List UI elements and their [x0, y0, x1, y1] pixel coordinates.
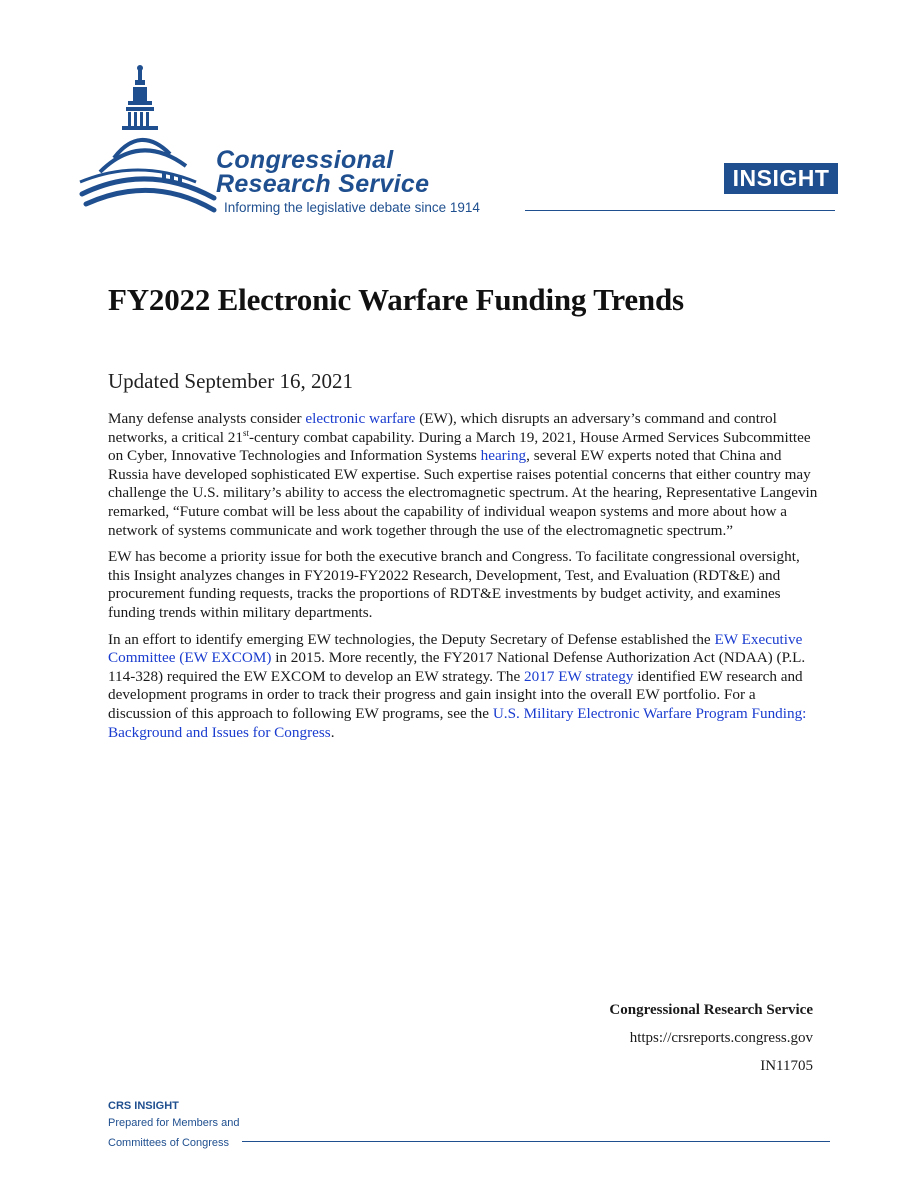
- link-ew-strategy[interactable]: 2017 EW strategy: [524, 667, 634, 685]
- footer-divider: [242, 1141, 830, 1142]
- footer-url: https://crsreports.congress.gov: [629, 1030, 813, 1046]
- org-name-line1: Congressional: [216, 146, 394, 174]
- capitol-dome-icon: [78, 62, 218, 217]
- body-paragraph-2: EW has become a priority issue for both the executive branch and Congress. To facilitate congressional oversight, this Insight analyzes changes in FY2019-FY2022 Research, Development, Test, and Evaluation (RDT&E) and procurement funding requests, tracks the proportions of RDT&E investments by budget activity, and examines funding trends within military departments.: [108, 548, 800, 621]
- body-paragraph-1: [108, 410, 820, 540]
- crs-insight-label: CRS INSIGHT: [108, 1100, 179, 1112]
- footer-citation: [609, 1002, 813, 1086]
- header-divider: [525, 210, 835, 211]
- text-span: -century combat capability. During a March 19, 2021, House Armed Services Subcommittee on Cyber, Innovative Technologies and Information Systems: [108, 428, 811, 465]
- text-span: Many defense analysts consider: [108, 410, 306, 427]
- updated-date: Updated September 16, 2021: [108, 369, 353, 393]
- org-name-line2: Research Service: [216, 170, 430, 198]
- org-tagline: Informing the legislative debate since 1914: [224, 200, 480, 215]
- text-span: identified EW research and development programs in order to track their progress and gain insight into the overall EW portfolio. For a discussion of this approach to following EW programs, see the: [108, 667, 803, 722]
- prepared-for-line1: Prepared for Members and: [108, 1117, 240, 1129]
- insight-badge: INSIGHT: [724, 163, 838, 194]
- body-paragraph-3: [108, 631, 820, 743]
- text-span: .: [330, 723, 335, 741]
- page-title: FY2022 Electronic Warfare Funding Trends: [108, 282, 684, 317]
- link-hearing[interactable]: hearing: [480, 447, 527, 465]
- text-span: In an effort to identify emerging EW technologies, the Deputy Secretary of Defense established the: [108, 630, 715, 648]
- text-span: in 2015. More recently, the FY2017 National Defense Authorization Act (NDAA) (P.L. 114-328) required the EW EXCOM to develop an EW strategy. The: [108, 649, 806, 685]
- text-span: (EW), which disrupts an adversary’s command and control networks, a critical 21: [108, 410, 777, 446]
- link-electronic-warfare[interactable]: electronic warfare: [305, 410, 416, 427]
- text-span: , several EW experts noted that China and Russia have developed sophisticated EW expertise. Such expertise raises potential concerns that either country may challenge the U.S. military’s ability to access the electromagnetic spectrum. At the hearing, Representative Langevin remarked, “Future combat will be less about the capability of individual weapon systems and more about how a network of systems communicate and work together through the use of the electromagnetic spectrum.”: [108, 447, 818, 539]
- prepared-for-line2: Committees of Congress: [108, 1137, 230, 1149]
- superscript: st: [242, 427, 249, 438]
- link-ew-excom[interactable]: EW Executive Committee (EW EXCOM): [108, 630, 803, 667]
- document-body: [108, 410, 820, 750]
- link-ew-program-funding-report[interactable]: U.S. Military Electronic Warfare Program Funding: Background and Issues for Congress: [108, 704, 807, 741]
- footer-org-name: Congressional Research Service: [609, 1002, 813, 1018]
- report-id: IN11705: [760, 1058, 813, 1074]
